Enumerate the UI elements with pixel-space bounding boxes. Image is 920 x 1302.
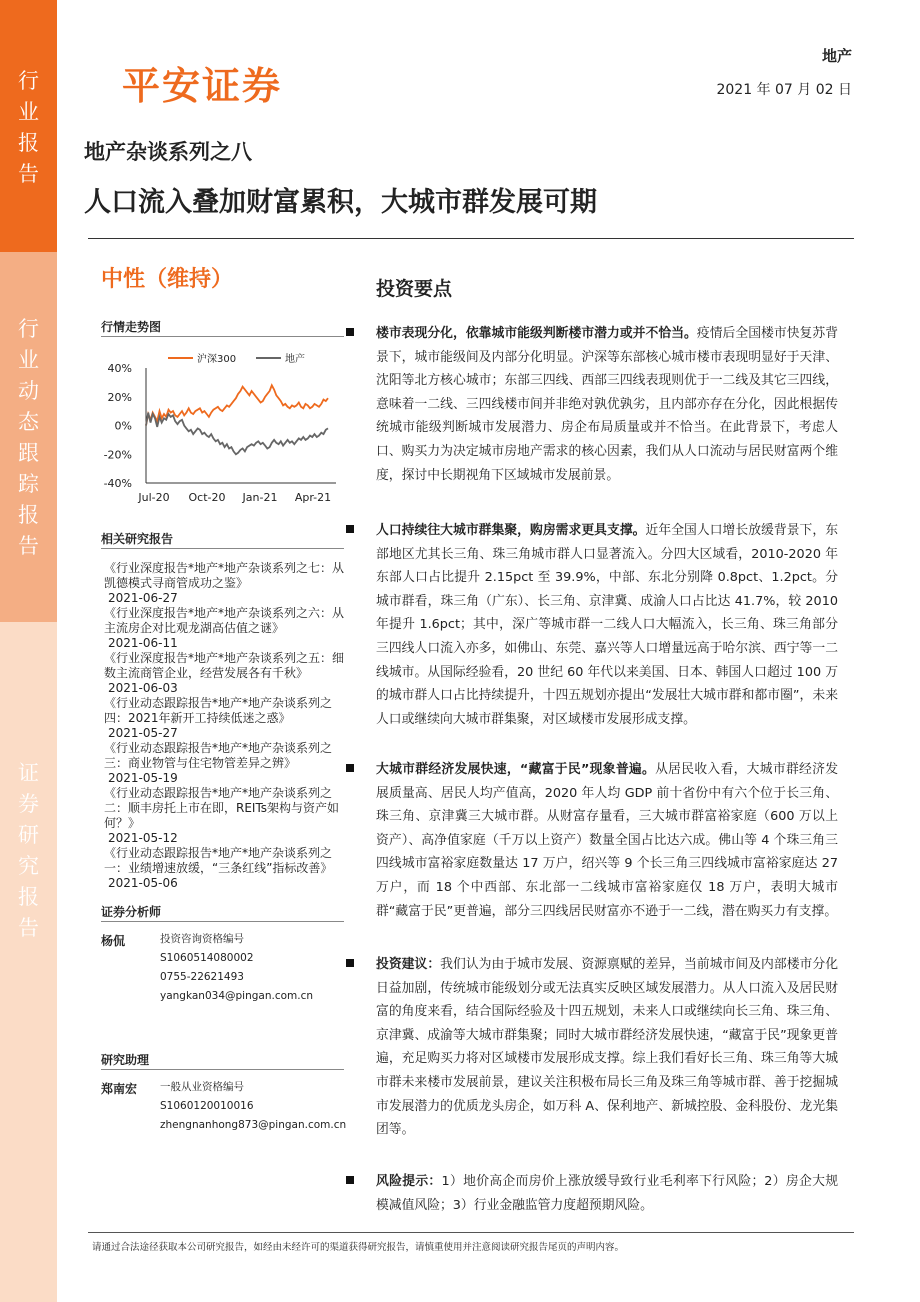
related-report-date: 2021-06-03 bbox=[108, 681, 178, 695]
point-5 bbox=[376, 1170, 838, 1217]
related-report-date: 2021-05-12 bbox=[108, 831, 178, 845]
bullet-icon bbox=[346, 525, 354, 533]
sidebar-char: 券 bbox=[18, 792, 39, 816]
divider bbox=[101, 921, 344, 922]
related-report-title: 《行业动态跟踪报告*地产*地产杂谈系列之三：商业物管与住宅物管差异之辨》 bbox=[104, 741, 333, 770]
y-tick-label: -40% bbox=[103, 477, 132, 490]
sidebar-char: 证 bbox=[18, 761, 39, 785]
y-tick-label: 40% bbox=[107, 362, 132, 375]
related-report-title: 《行业深度报告*地产*地产杂谈系列之七：从凯德模式寻商管成功之鉴》 bbox=[104, 561, 345, 590]
sidebar-char: 态 bbox=[18, 410, 39, 434]
point-1-text: 疫情后全国楼市快复苏背景下，城市能级间及内部分化明显。沪深等东部核心城市楼市表现明显好于天津、沈阳等北方核心城市；东部三四线、西部三四线表现则优于一二线及其它三四线，意味着一二线、三四线楼市间并非绝对孰优孰劣，且内部亦存在分化，因此根据传统城市能级判断城市发展潜力、房企布局质量或并不恰当。在此背景下，考虑人口、购买力为决定城市房地产需求的核心因素，我们从人口流动与居民财富两个维度，探讨中长期视角下区域城市发展前景。 bbox=[376, 326, 839, 483]
assistant-label: 研究助理 bbox=[101, 1053, 150, 1067]
assistant-license: S1060120010016 bbox=[160, 1100, 254, 1112]
bullet-icon bbox=[346, 959, 354, 967]
x-tick-label: Jul-20 bbox=[138, 491, 170, 504]
divider bbox=[101, 1069, 344, 1070]
x-tick-label: Apr-21 bbox=[294, 491, 332, 504]
assistant-name: 郑南宏 bbox=[101, 1082, 138, 1096]
point-5-text: 1）地价高企而房价上涨放缓导致行业毛利率下行风险；2）房企大规模减值风险；3）行业金融监管力度超预期风险。 bbox=[376, 1174, 838, 1213]
market-trend-chart bbox=[96, 343, 346, 513]
bullet-icon bbox=[346, 328, 354, 336]
section-title: 投资要点 bbox=[376, 278, 453, 300]
sidebar-char: 业 bbox=[18, 100, 39, 124]
related-reports-list bbox=[104, 561, 344, 891]
footer-disclaimer: 请通过合法途径获取本公司研究报告，如经由未经许可的渠道获得研究报告，请慎重使用并注意阅读研究报告尾页的声明内容。 bbox=[92, 1242, 625, 1253]
point-1 bbox=[376, 322, 838, 487]
point-3-lead: 大城市群经济发展快速，“藏富于民”现象普遍。 bbox=[376, 762, 656, 777]
analyst-label: 证券分析师 bbox=[101, 905, 162, 919]
point-4-text: 我们认为由于城市发展、资源禀赋的差异，当前城市间及内部楼市分化日益加剧，传统城市能级划分或无法真实反映区域发展潜力。从人口流入及居民财富的角度来看，结合国际经验及十四五规划，未来人口或继续向长三角、珠三角、京津冀、成渝等大城市群集聚；同时大城市群经济发展快速，“藏富于民”现象更普遍，充足购买力将对区域楼市发展形成支撑。综上我们看好长三角、珠三角等大城市群未来楼市发展前景，建议关注积极布局长三角及珠三角等城市群、善于挖掘城市发展潜力的优质龙头房企，如万科 A、保利地产、新城控股、金科股份、龙光集团等。 bbox=[376, 957, 839, 1138]
point-5-lead: 风险提示： bbox=[376, 1174, 442, 1189]
report-date: 2021 年 07 月 02 日 bbox=[716, 82, 852, 98]
sidebar-section-securities-research bbox=[0, 622, 57, 1302]
footer-divider bbox=[88, 1232, 854, 1233]
analyst-qualification-label: 投资咨询资格编号 bbox=[160, 933, 244, 945]
point-4 bbox=[376, 953, 838, 1142]
related-report-title: 《行业动态跟踪报告*地产*地产杂谈系列之一：业绩增速放缓，“三条红线”指标改善》 bbox=[104, 846, 333, 875]
sidebar-char: 告 bbox=[18, 534, 39, 558]
y-tick-label: -20% bbox=[103, 448, 132, 462]
report-title: 人口流入叠加财富累积，大城市群发展可期 bbox=[84, 187, 597, 218]
related-report-date: 2021-05-06 bbox=[108, 876, 178, 890]
assistant-email: zhengnanhong873@pingan.com.cn bbox=[160, 1119, 347, 1131]
chart-label: 行情走势图 bbox=[101, 320, 162, 334]
series-line-real-estate bbox=[146, 413, 328, 455]
sidebar-section-industry-report bbox=[0, 0, 57, 252]
sidebar-char: 业 bbox=[18, 348, 39, 372]
sidebar-char: 究 bbox=[18, 854, 39, 878]
related-report-date: 2021-06-27 bbox=[108, 591, 178, 605]
sidebar-char: 报 bbox=[18, 503, 39, 527]
sidebar-char: 报 bbox=[18, 131, 39, 155]
related-report-date: 2021-05-19 bbox=[108, 771, 178, 785]
related-report-title: 《行业动态跟踪报告*地产*地产杂谈系列之四：2021年新开工持续低迷之惑》 bbox=[104, 696, 333, 725]
series-line-hs300 bbox=[146, 385, 328, 425]
analyst-license: S1060514080002 bbox=[160, 952, 254, 964]
legend-label: 沪深300 bbox=[197, 354, 237, 365]
related-report-title: 《行业动态跟踪报告*地产*地产杂谈系列之二：顺丰房托上市在即，REITs架构与资产如何？》 bbox=[104, 786, 340, 830]
header-divider bbox=[88, 238, 854, 239]
assistant-qualification-label: 一般从业资格编号 bbox=[160, 1081, 244, 1093]
x-tick-label: Jan-21 bbox=[242, 491, 278, 504]
related-report-date: 2021-06-11 bbox=[108, 636, 178, 650]
sidebar-char: 踪 bbox=[18, 472, 39, 496]
bullet-icon bbox=[346, 1176, 354, 1184]
analyst-name: 杨侃 bbox=[101, 934, 126, 948]
point-4-lead: 投资建议： bbox=[376, 957, 441, 972]
analyst-info bbox=[160, 930, 313, 1006]
point-3-text: 从居民收入看，大城市群经济发展质量高、居民人均产值高，2020 年人均 GDP 前十省份中有六个位于长三角、珠三角、京津冀三大城市群。从财富存量看，三大城市群富裕家庭（600 万以上资产）、高净值家庭（千万以上资产）数量全国占比达六成。佛山等 4 个珠三角三四线城市富裕家庭数量达 17 万户，绍兴等 9 个长三角三四线城市富裕家庭达 27 万户，而 18 个中西部、东北部一二线城市富裕家庭仅 18 万户，表明大城市群“藏富于民”更普遍，部分三四线居民财富亦不逊于一二线，潜在购买力有支撑。 bbox=[376, 762, 838, 919]
related-report-date: 2021-05-27 bbox=[108, 726, 178, 740]
y-tick-label: 0% bbox=[114, 419, 132, 433]
point-2-lead: 人口持续往大城市群集聚，购房需求更具支撑。 bbox=[376, 523, 646, 538]
analyst-phone: 0755-22621493 bbox=[160, 971, 244, 983]
x-tick-label: Oct-20 bbox=[188, 491, 226, 504]
sidebar-char: 告 bbox=[18, 162, 39, 186]
rating: 中性（维持） bbox=[101, 267, 234, 292]
bullet-icon bbox=[346, 764, 354, 772]
y-tick-label: 20% bbox=[107, 390, 132, 404]
sidebar-char: 报 bbox=[18, 885, 39, 909]
point-2-text: 近年全国人口增长放缓背景下，东部地区尤其长三角、珠三角城市群人口显著流入。分四大区域看，2010-2020 年东部人口占比提升 2.15pct 至 39.9%，中部、东北分别降 0.8pct、1.2pct。分城市群看，珠三角（广东）、长三角、京津冀、成渝人口占比达 41.7%，较 2010 年提升 1.6pct；其中，深广等城市群一二线人口大幅流入，长三角、珠三角部分三四线人口流入亦多，如佛山、东莞、嘉兴等人口增量远高于哈尔滨、西宁等一二线城市。从国际经验看，20 世纪 60 年代以来美国、日本、韩国人口超过 100 万的城市群人口占比持续提升，十四五规划亦提出“发展壮大城市群和都市圈”，未来人口或继续向大城市群集聚，对区域楼市发展形成支撑。 bbox=[376, 523, 839, 727]
legend-label: 地产 bbox=[285, 354, 305, 365]
sidebar-char: 告 bbox=[18, 916, 39, 940]
related-reports-label: 相关研究报告 bbox=[101, 532, 174, 546]
company-logo: 平安证券 bbox=[122, 64, 283, 108]
sidebar-char: 跟 bbox=[18, 441, 39, 465]
divider bbox=[101, 548, 344, 549]
sidebar-char: 行 bbox=[18, 69, 39, 93]
sidebar-char: 研 bbox=[18, 823, 39, 847]
point-3 bbox=[376, 758, 838, 923]
assistant-info bbox=[160, 1078, 346, 1135]
divider bbox=[101, 336, 344, 337]
point-2 bbox=[376, 519, 838, 731]
sector-label: 地产 bbox=[821, 47, 852, 65]
related-report-title: 《行业深度报告*地产*地产杂谈系列之五：细数主流商管企业，经营发展各有千秋》 bbox=[104, 651, 345, 680]
series-title: 地产杂谈系列之八 bbox=[84, 140, 252, 164]
point-1-lead: 楼市表现分化，依靠城市能级判断楼市潜力或并不恰当。 bbox=[376, 326, 697, 341]
related-report-title: 《行业深度报告*地产*地产杂谈系列之六：从主流房企对比观龙湖高估值之谜》 bbox=[104, 606, 345, 635]
analyst-email: yangkan034@pingan.com.cn bbox=[160, 990, 314, 1002]
sidebar-char: 行 bbox=[18, 317, 39, 341]
sidebar-section-dynamic-report bbox=[0, 252, 57, 622]
sidebar-char: 动 bbox=[18, 379, 39, 403]
